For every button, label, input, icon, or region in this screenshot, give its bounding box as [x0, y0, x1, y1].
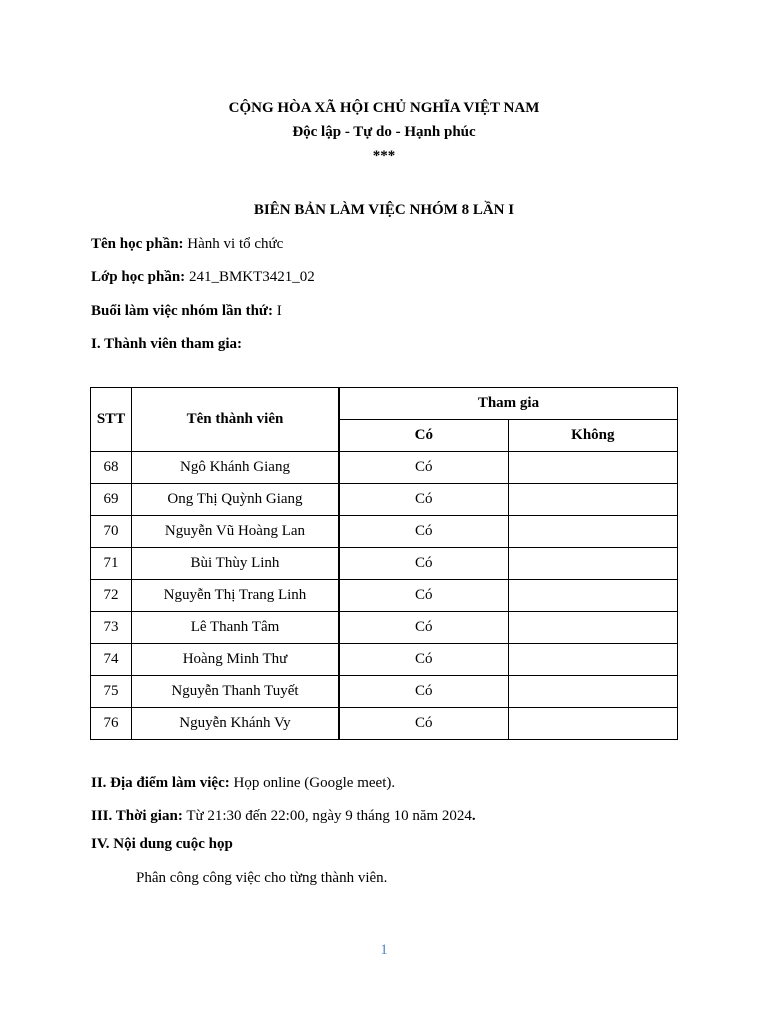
time-label: III. Thời gian:: [91, 808, 183, 824]
session-line: [91, 303, 282, 320]
session-value: I: [276, 303, 282, 319]
cell-yes: Có: [339, 516, 508, 548]
cell-yes: Có: [339, 644, 508, 676]
location-label: II. Địa điểm làm việc:: [91, 775, 230, 791]
cell-name: Nguyễn Thị Trang Linh: [132, 580, 339, 612]
cell-stt: 75: [91, 676, 132, 708]
cell-no: [508, 452, 677, 484]
cell-name: Nguyễn Khánh Vy: [132, 708, 339, 740]
cell-stt: 69: [91, 484, 132, 516]
course-value: Hành vi tổ chức: [187, 236, 284, 252]
country-heading: CỘNG HÒA XÃ HỘI CHỦ NGHĨA VIỆT NAM: [228, 100, 540, 116]
cell-name: Ngô Khánh Giang: [132, 452, 339, 484]
cell-no: [508, 708, 677, 740]
header-yes: Có: [339, 420, 508, 452]
course-label: Tên học phần:: [91, 236, 184, 252]
course-line: [91, 236, 283, 253]
cell-name: Nguyễn Thanh Tuyết: [132, 676, 339, 708]
cell-yes: Có: [339, 676, 508, 708]
members-table: [90, 387, 678, 740]
cell-stt: 70: [91, 516, 132, 548]
cell-stt: 74: [91, 644, 132, 676]
heading-stars: ***: [372, 148, 396, 164]
class-label: Lớp học phần:: [91, 269, 186, 285]
cell-yes: Có: [339, 580, 508, 612]
table-row: [91, 484, 678, 516]
header-stt: STT: [91, 388, 132, 452]
location-value: Họp online (Google meet).: [233, 775, 396, 791]
table-row: [91, 452, 678, 484]
page-number: 1: [380, 942, 388, 958]
cell-yes: Có: [339, 484, 508, 516]
document-title: BIÊN BẢN LÀM VIỆC NHÓM 8 LẦN I: [253, 202, 515, 218]
header-participate: Tham gia: [339, 388, 678, 420]
cell-stt: 71: [91, 548, 132, 580]
cell-no: [508, 484, 677, 516]
cell-no: [508, 612, 677, 644]
motto-heading: Độc lập - Tự do - Hạnh phúc: [292, 124, 476, 140]
table-row: [91, 708, 678, 740]
location-line: [91, 775, 395, 792]
table-row: [91, 580, 678, 612]
cell-name: Lê Thanh Tâm: [132, 612, 339, 644]
members-table-body: [91, 452, 678, 740]
header-name: Tên thành viên: [132, 388, 339, 452]
time-line: [91, 808, 476, 825]
cell-stt: 76: [91, 708, 132, 740]
meeting-content-heading: IV. Nội dung cuộc họp: [91, 836, 233, 852]
cell-no: [508, 516, 677, 548]
meeting-content-text: Phân công công việc cho từng thành viên.: [136, 870, 388, 886]
time-suffix: .: [471, 808, 476, 824]
cell-name: Bùi Thùy Linh: [132, 548, 339, 580]
cell-stt: 73: [91, 612, 132, 644]
cell-name: Hoàng Minh Thư: [132, 644, 339, 676]
class-line: [91, 269, 315, 286]
cell-stt: 68: [91, 452, 132, 484]
cell-name: Ong Thị Quỳnh Giang: [132, 484, 339, 516]
class-value: 241_BMKT3421_02: [188, 269, 315, 285]
cell-yes: Có: [339, 452, 508, 484]
cell-yes: Có: [339, 548, 508, 580]
cell-no: [508, 580, 677, 612]
table-row: [91, 676, 678, 708]
time-value: Từ 21:30 đến 22:00, ngày 9 tháng 10 năm 2024: [186, 808, 472, 824]
session-label: Buổi làm việc nhóm lần thứ:: [91, 303, 273, 319]
cell-yes: Có: [339, 708, 508, 740]
cell-no: [508, 644, 677, 676]
table-row: [91, 612, 678, 644]
header-no: Không: [508, 420, 677, 452]
table-row: [91, 548, 678, 580]
cell-stt: 72: [91, 580, 132, 612]
cell-no: [508, 548, 677, 580]
cell-no: [508, 676, 677, 708]
table-row: [91, 516, 678, 548]
table-row: [91, 644, 678, 676]
cell-name: Nguyễn Vũ Hoàng Lan: [132, 516, 339, 548]
section-members-heading: I. Thành viên tham gia:: [91, 336, 243, 352]
cell-yes: Có: [339, 612, 508, 644]
